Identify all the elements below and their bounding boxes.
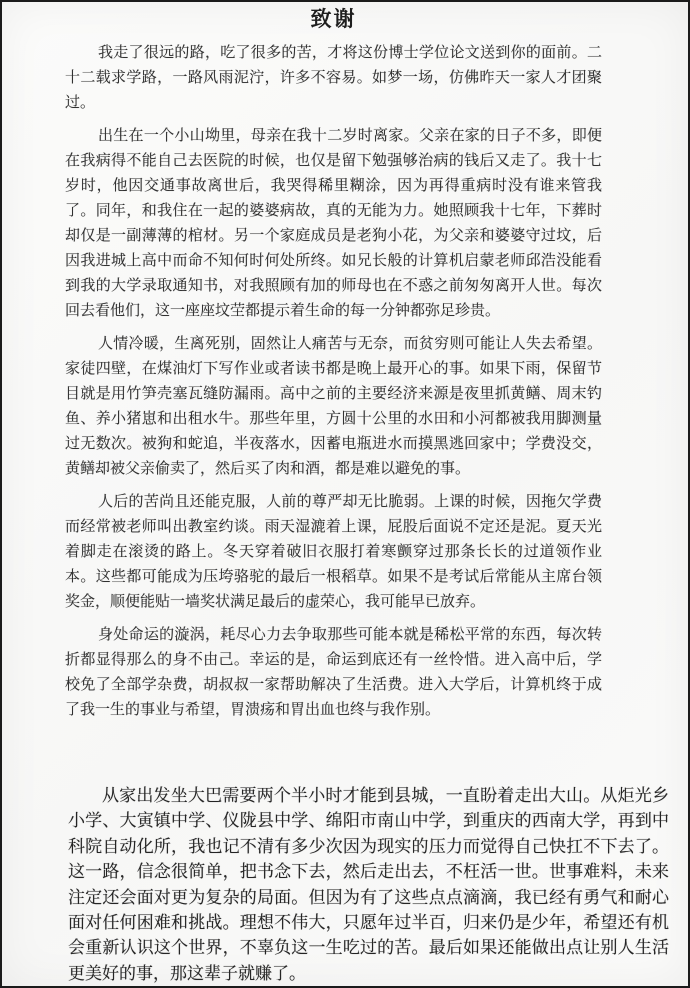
acknowledgement-part-1 [65, 41, 602, 723]
paragraph: 出生在一个小山坳里，母亲在我十二岁时离家。父亲在家的日子不多，即便在我病得不能自己去医院的时候，也仅是留下勉强够治病的钱后又走了。我十七岁时，他因交通事故离世后，我哭得稀里糊涂，因为再得重病时没有谁来管我了。同年，和我住在一起的婆婆病故，真的无能为力。她照顾我十七年，下葬时却仅是一副薄薄的棺材。另一个家庭成员是老狗小花，为父亲和婆婆守过坟，后因我进城上高中而命不知何时何处所终。如兄长般的计算机启蒙老师邱浩没能看到我的大学录取通知书，对我照顾有加的师母也在不惑之前匆匆离开人世。每次回去看他们，这一座座坟茔都提示着生命的每一分钟都弥足珍贵。 [65, 128, 602, 319]
paragraph: 人情冷暖，生离死别，固然让人痛苦与无奈，而贫穷则可能让人失去希望。家徒四壁，在煤油灯下写作业或者读书都是晚上最开心的事。如果下雨，保留节目就是用竹笋壳塞瓦缝防漏雨。高中之前的主要经济来源是夜里抓黄鳝、周末钓鱼、养小猪崽和出租水牛。那些年里，方圆十公里的水田和小河都被我用脚测量过无数次。被狗和蛇追，半夜落水，因蓄电瓶进水而摸黑逃回家中；学费没交，黄鳝却被父亲偷卖了，然后买了肉和酒，都是难以避免的事。 [65, 336, 602, 477]
paragraph: 从家出发坐大巴需要两个半小时才能到县城，一直盼着走出大山。从炬光乡小学、大寅镇中学、仪陇县中学、绵阳市南山中学，到重庆的西南大学，再到中科院自动化所，我也记不清有多少次因为现实的压力而觉得自己快扛不下去了。这一路，信念很简单，把书念下去，然后走出去，不枉活一世。世事难料，未来注定还会面对更为复杂的局面。但因为有了这些点点滴滴，我已经有勇气和耐心面对任何困难和挑战。理想不伟大，只愿年过半百，归来仍是少年，希望还有机会重新认识这个世界，不辜负这一生吃过的苦。最后如果还能做出点让别人生活更美好的事，那这辈子就赚了。 [68, 786, 669, 983]
page-title: 致谢 [310, 7, 357, 31]
paragraph: 我走了很远的路，吃了很多的苦，才将这份博士学位论文送到你的面前。二十二载求学路，一路风雨泥泞，许多不容易。如梦一场，仿佛昨天一家人才团聚过。 [65, 45, 602, 111]
acknowledgement-part-2 [68, 783, 669, 986]
paragraph: 人后的苦尚且还能克服，人前的尊严却无比脆弱。上课的时候，因拖欠学费而经常被老师叫出教室约谈。雨天湿漉着上课，屁股后面说不定还是泥。夏天光着脚走在滚烫的路上。冬天穿着破旧衣服打着寒颤穿过那条长长的过道领作业本。这些都可能成为压垮骆驼的最后一根稻草。如果不是考试后常能从主席台领奖金，顺便能贴一墙奖状满足最后的虚荣心，我可能早已放弃。 [65, 494, 602, 610]
paragraph: 身处命运的漩涡，耗尽心力去争取那些可能本就是稀松平常的东西，每次转折都显得那么的身不由己。幸运的是，命运到底还有一丝怜惜。进入高中后，学校免了全部学杂费，胡叔叔一家帮助解决了生活费。进入大学后，计算机终于成了我一生的事业与希望，胃溃疡和胃出血也终与我作别。 [65, 627, 602, 718]
